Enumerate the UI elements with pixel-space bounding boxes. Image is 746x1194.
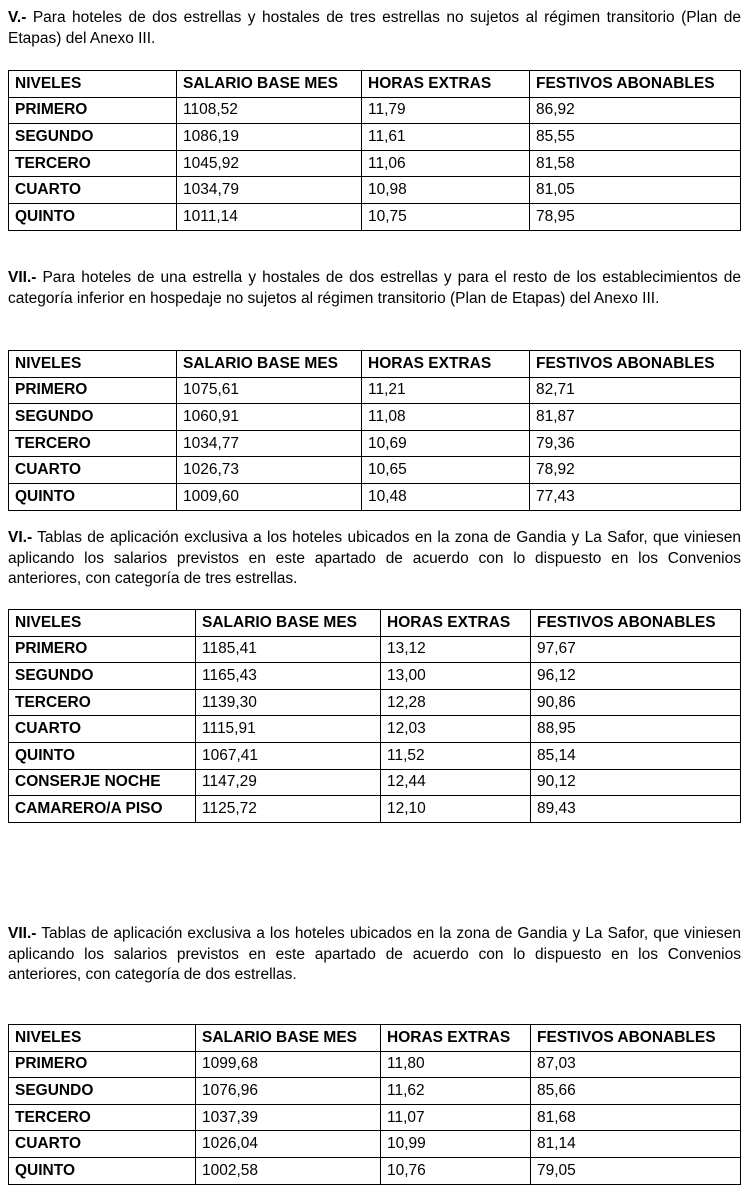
- holiday-pay-cell: 78,92: [530, 457, 741, 484]
- section-3-intro: [8, 528, 741, 590]
- holiday-pay-cell: 88,95: [531, 716, 741, 743]
- holiday-pay-cell: 81,87: [530, 404, 741, 431]
- section-text: Tablas de aplicación exclusiva a los hoteles ubicados en la zona de Gandia y La Safor, que viniesen aplicando los salarios previstos en este apartado de acuerdo con lo dispuesto en los Convenios anteriores, con categoría de tres estrellas.: [8, 529, 741, 587]
- holiday-pay-cell: 90,86: [531, 689, 741, 716]
- table-header-row: [9, 351, 741, 378]
- table-row: [9, 796, 741, 823]
- table-row: [9, 1157, 741, 1184]
- holiday-pay-cell: 96,12: [531, 663, 741, 690]
- overtime-cell: 11,07: [381, 1104, 531, 1131]
- overtime-cell: 10,65: [362, 457, 530, 484]
- table-header-row: [9, 610, 741, 637]
- base-salary-cell: 1165,43: [196, 663, 381, 690]
- base-salary-cell: 1045,92: [177, 150, 362, 177]
- overtime-cell: 10,75: [362, 203, 530, 230]
- column-header: FESTIVOS ABONABLES: [530, 351, 741, 378]
- salary-table-3: [8, 609, 741, 823]
- table-row: [9, 404, 741, 431]
- level-cell: CAMARERO/A PISO: [9, 796, 196, 823]
- base-salary-cell: 1011,14: [177, 203, 362, 230]
- section-4-intro: [8, 924, 741, 986]
- section-1-intro: [8, 8, 741, 49]
- table-row: [9, 457, 741, 484]
- table-row: [9, 97, 741, 124]
- base-salary-cell: 1026,04: [196, 1131, 381, 1158]
- holiday-pay-cell: 87,03: [531, 1051, 741, 1078]
- overtime-cell: 10,48: [362, 483, 530, 510]
- column-header: FESTIVOS ABONABLES: [530, 71, 741, 98]
- base-salary-cell: 1139,30: [196, 689, 381, 716]
- level-cell: PRIMERO: [9, 1051, 196, 1078]
- column-header: SALARIO BASE MES: [196, 610, 381, 637]
- table-row: [9, 483, 741, 510]
- section-number: VII.-: [8, 925, 37, 942]
- column-header: FESTIVOS ABONABLES: [531, 1025, 741, 1052]
- level-cell: QUINTO: [9, 483, 177, 510]
- table-row: [9, 430, 741, 457]
- overtime-cell: 12,10: [381, 796, 531, 823]
- holiday-pay-cell: 85,66: [531, 1078, 741, 1105]
- column-header: SALARIO BASE MES: [196, 1025, 381, 1052]
- overtime-cell: 10,76: [381, 1157, 531, 1184]
- level-cell: CONSERJE NOCHE: [9, 769, 196, 796]
- holiday-pay-cell: 79,05: [531, 1157, 741, 1184]
- overtime-cell: 11,79: [362, 97, 530, 124]
- base-salary-cell: 1026,73: [177, 457, 362, 484]
- section-2-intro: [8, 268, 741, 309]
- table-row: [9, 716, 741, 743]
- level-cell: CUARTO: [9, 457, 177, 484]
- level-cell: SEGUNDO: [9, 404, 177, 431]
- holiday-pay-cell: 81,14: [531, 1131, 741, 1158]
- table-row: [9, 1131, 741, 1158]
- holiday-pay-cell: 79,36: [530, 430, 741, 457]
- table-row: [9, 689, 741, 716]
- base-salary-cell: 1099,68: [196, 1051, 381, 1078]
- overtime-cell: 11,62: [381, 1078, 531, 1105]
- holiday-pay-cell: 90,12: [531, 769, 741, 796]
- section-text: Tablas de aplicación exclusiva a los hoteles ubicados en la zona de Gandia y La Safor, que viniesen aplicando los salarios previstos en este apartado de acuerdo con lo dispuesto en los Convenios anteriores, con categoría de dos estrellas.: [8, 925, 741, 983]
- holiday-pay-cell: 81,68: [531, 1104, 741, 1131]
- column-header: FESTIVOS ABONABLES: [531, 610, 741, 637]
- table-row: [9, 769, 741, 796]
- level-cell: QUINTO: [9, 203, 177, 230]
- salary-table-4: [8, 1024, 741, 1185]
- holiday-pay-cell: 82,71: [530, 377, 741, 404]
- base-salary-cell: 1060,91: [177, 404, 362, 431]
- overtime-cell: 11,21: [362, 377, 530, 404]
- base-salary-cell: 1009,60: [177, 483, 362, 510]
- overtime-cell: 11,52: [381, 742, 531, 769]
- base-salary-cell: 1076,96: [196, 1078, 381, 1105]
- table-row: [9, 203, 741, 230]
- table-row: [9, 1078, 741, 1105]
- base-salary-cell: 1125,72: [196, 796, 381, 823]
- level-cell: SEGUNDO: [9, 124, 177, 151]
- level-cell: PRIMERO: [9, 636, 196, 663]
- section-text: Para hoteles de una estrella y hostales de dos estrellas y para el resto de los establecimientos de categoría inferior en hospedaje no sujetos al régimen transitorio (Plan de Etapas) del Anexo III.: [8, 269, 741, 307]
- overtime-cell: 12,44: [381, 769, 531, 796]
- level-cell: SEGUNDO: [9, 663, 196, 690]
- column-header: SALARIO BASE MES: [177, 71, 362, 98]
- overtime-cell: 11,80: [381, 1051, 531, 1078]
- level-cell: PRIMERO: [9, 377, 177, 404]
- level-cell: TERCERO: [9, 689, 196, 716]
- overtime-cell: 12,28: [381, 689, 531, 716]
- level-cell: PRIMERO: [9, 97, 177, 124]
- overtime-cell: 11,08: [362, 404, 530, 431]
- column-header: HORAS EXTRAS: [362, 351, 530, 378]
- section-text: Para hoteles de dos estrellas y hostales de tres estrellas no sujetos al régimen transitorio (Plan de Etapas) del Anexo III.: [8, 9, 741, 47]
- table-row: [9, 742, 741, 769]
- holiday-pay-cell: 85,14: [531, 742, 741, 769]
- column-header: SALARIO BASE MES: [177, 351, 362, 378]
- column-header: NIVELES: [9, 1025, 196, 1052]
- level-cell: QUINTO: [9, 1157, 196, 1184]
- table-header-row: [9, 71, 741, 98]
- holiday-pay-cell: 77,43: [530, 483, 741, 510]
- holiday-pay-cell: 85,55: [530, 124, 741, 151]
- base-salary-cell: 1147,29: [196, 769, 381, 796]
- overtime-cell: 13,00: [381, 663, 531, 690]
- level-cell: TERCERO: [9, 1104, 196, 1131]
- overtime-cell: 12,03: [381, 716, 531, 743]
- holiday-pay-cell: 86,92: [530, 97, 741, 124]
- holiday-pay-cell: 89,43: [531, 796, 741, 823]
- base-salary-cell: 1034,77: [177, 430, 362, 457]
- overtime-cell: 10,98: [362, 177, 530, 204]
- table-row: [9, 663, 741, 690]
- salary-table-1: [8, 70, 741, 231]
- table-row: [9, 1051, 741, 1078]
- holiday-pay-cell: 97,67: [531, 636, 741, 663]
- column-header: HORAS EXTRAS: [362, 71, 530, 98]
- table-row: [9, 636, 741, 663]
- base-salary-cell: 1115,91: [196, 716, 381, 743]
- section-number: VI.-: [8, 529, 33, 546]
- level-cell: TERCERO: [9, 430, 177, 457]
- table-header-row: [9, 1025, 741, 1052]
- table-row: [9, 124, 741, 151]
- column-header: NIVELES: [9, 351, 177, 378]
- base-salary-cell: 1067,41: [196, 742, 381, 769]
- level-cell: CUARTO: [9, 716, 196, 743]
- section-number: VII.-: [8, 269, 37, 286]
- base-salary-cell: 1086,19: [177, 124, 362, 151]
- base-salary-cell: 1034,79: [177, 177, 362, 204]
- holiday-pay-cell: 81,58: [530, 150, 741, 177]
- table-row: [9, 150, 741, 177]
- level-cell: QUINTO: [9, 742, 196, 769]
- base-salary-cell: 1002,58: [196, 1157, 381, 1184]
- base-salary-cell: 1037,39: [196, 1104, 381, 1131]
- overtime-cell: 10,99: [381, 1131, 531, 1158]
- table-row: [9, 377, 741, 404]
- overtime-cell: 11,61: [362, 124, 530, 151]
- base-salary-cell: 1185,41: [196, 636, 381, 663]
- level-cell: TERCERO: [9, 150, 177, 177]
- column-header: NIVELES: [9, 610, 196, 637]
- overtime-cell: 13,12: [381, 636, 531, 663]
- overtime-cell: 10,69: [362, 430, 530, 457]
- column-header: HORAS EXTRAS: [381, 610, 531, 637]
- column-header: HORAS EXTRAS: [381, 1025, 531, 1052]
- level-cell: CUARTO: [9, 177, 177, 204]
- table-row: [9, 1104, 741, 1131]
- base-salary-cell: 1075,61: [177, 377, 362, 404]
- overtime-cell: 11,06: [362, 150, 530, 177]
- holiday-pay-cell: 81,05: [530, 177, 741, 204]
- holiday-pay-cell: 78,95: [530, 203, 741, 230]
- column-header: NIVELES: [9, 71, 177, 98]
- table-row: [9, 177, 741, 204]
- section-number: V.-: [8, 9, 27, 26]
- salary-table-2: [8, 350, 741, 511]
- level-cell: CUARTO: [9, 1131, 196, 1158]
- base-salary-cell: 1108,52: [177, 97, 362, 124]
- level-cell: SEGUNDO: [9, 1078, 196, 1105]
